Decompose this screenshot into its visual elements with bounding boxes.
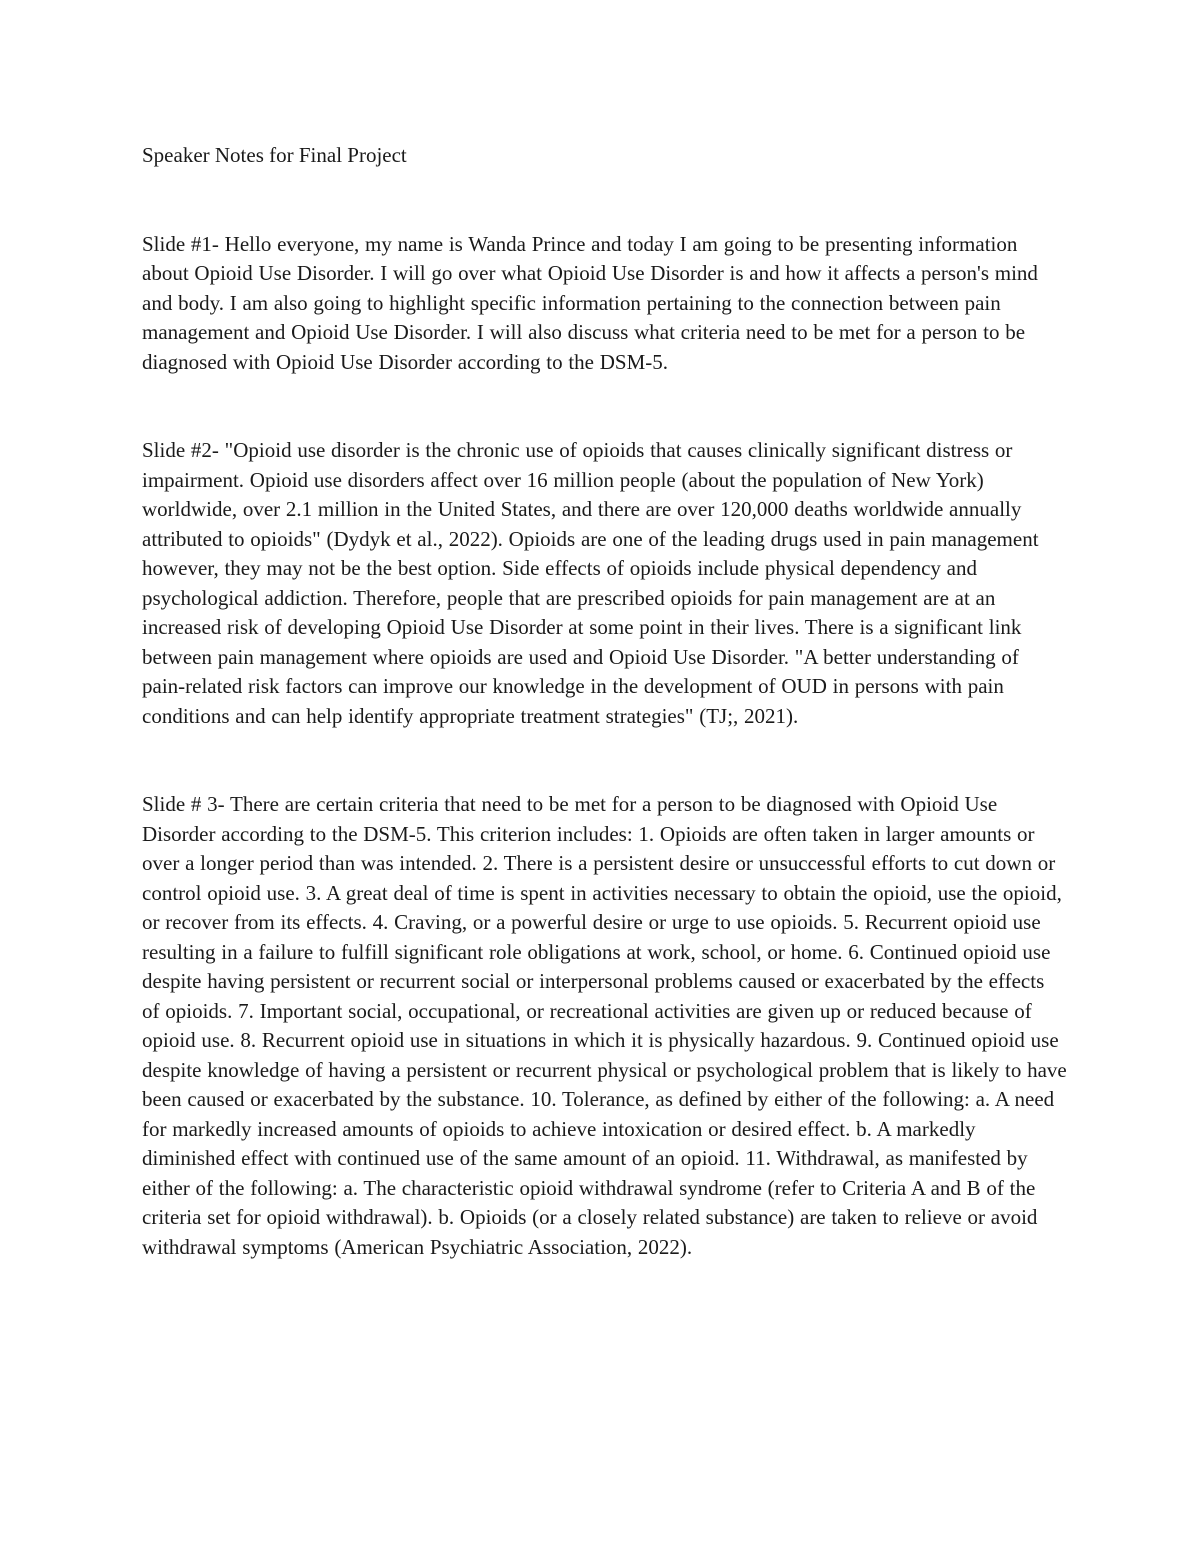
paragraph-slide-3: Slide # 3- There are certain criteria that need to be met for a person to be diagnosed with Opioid Use Disorder according to the DSM-5. This criterion includes: 1. Opioids are often taken in larger amounts or over a longer period than was intended. 2. There is a persistent desire or unsuccessful efforts to cut down or control opioid use. 3. A great deal of time is spent in activities necessary to obtain the opioid, use the opioid, or recover from its effects. 4. Craving, or a powerful desire or urge to use opioids. 5. Recurrent opioid use resulting in a failure to fulfill significant role obligations at work, school, or home. 6. Continued opioid use despite having persistent or recurrent social or interpersonal problems caused or exacerbated by the effects of opioids. 7. Important social, occupational, or recreational activities are given up or reduced because of opioid use. 8. Recurrent opioid use in situations in which it is physically hazardous. 9. Continued opioid use despite knowledge of having a persistent or recurrent physical or psychological problem that is likely to have been caused or exacerbated by the substance. 10. Tolerance, as defined by either of the following: a. A need for markedly increased amounts of opioids to achieve intoxication or desired effect. b. A markedly diminished effect with continued use of the same amount of an opioid. 11. Withdrawal, as manifested by either of the following: a. The characteristic opioid withdrawal syndrome (refer to Criteria A and B of the criteria set for opioid withdrawal). b. Opioids (or a closely related substance) are taken to relieve or avoid withdrawal symptoms (American Psychiatric Association, 2022). — [142, 792, 1067, 1259]
document-title: Speaker Notes for Final Project — [142, 143, 407, 167]
paragraph-slide-1: Slide #1- Hello everyone, my name is Wanda Prince and today I am going to be presenting information about Opioid Use Disorder. I will go over what Opioid Use Disorder is and how it affects a person's mind and body. I am also going to highlight specific information pertaining to the connection between pain management and Opioid Use Disorder. I will also discuss what criteria need to be met for a person to be diagnosed with Opioid Use Disorder according to the DSM-5. — [142, 231, 1038, 374]
paragraph-slide-2: Slide #2- "Opioid use disorder is the chronic use of opioids that causes clinically significant distress or impairment. Opioid use disorders affect over 16 million people (about the population of New York) worldwide, over 2.1 million in the United States, and there are over 120,000 deaths worldwide annually attributed to opioids" (Dydyk et al., 2022). Opioids are one of the leading drugs used in pain management however, they may not be the best option. Side effects of opioids include physical dependency and psychological addiction. Therefore, people that are prescribed opioids for pain management are at an increased risk of developing Opioid Use Disorder at some point in their lives. There is a significant link between pain management where opioids are used and Opioid Use Disorder. "A better understanding of pain-related risk factors can improve our knowledge in the development of OUD in persons with pain conditions and can help identify appropriate treatment strategies" (TJ;, 2021). — [142, 438, 1039, 728]
document-body — [142, 141, 1067, 1262]
